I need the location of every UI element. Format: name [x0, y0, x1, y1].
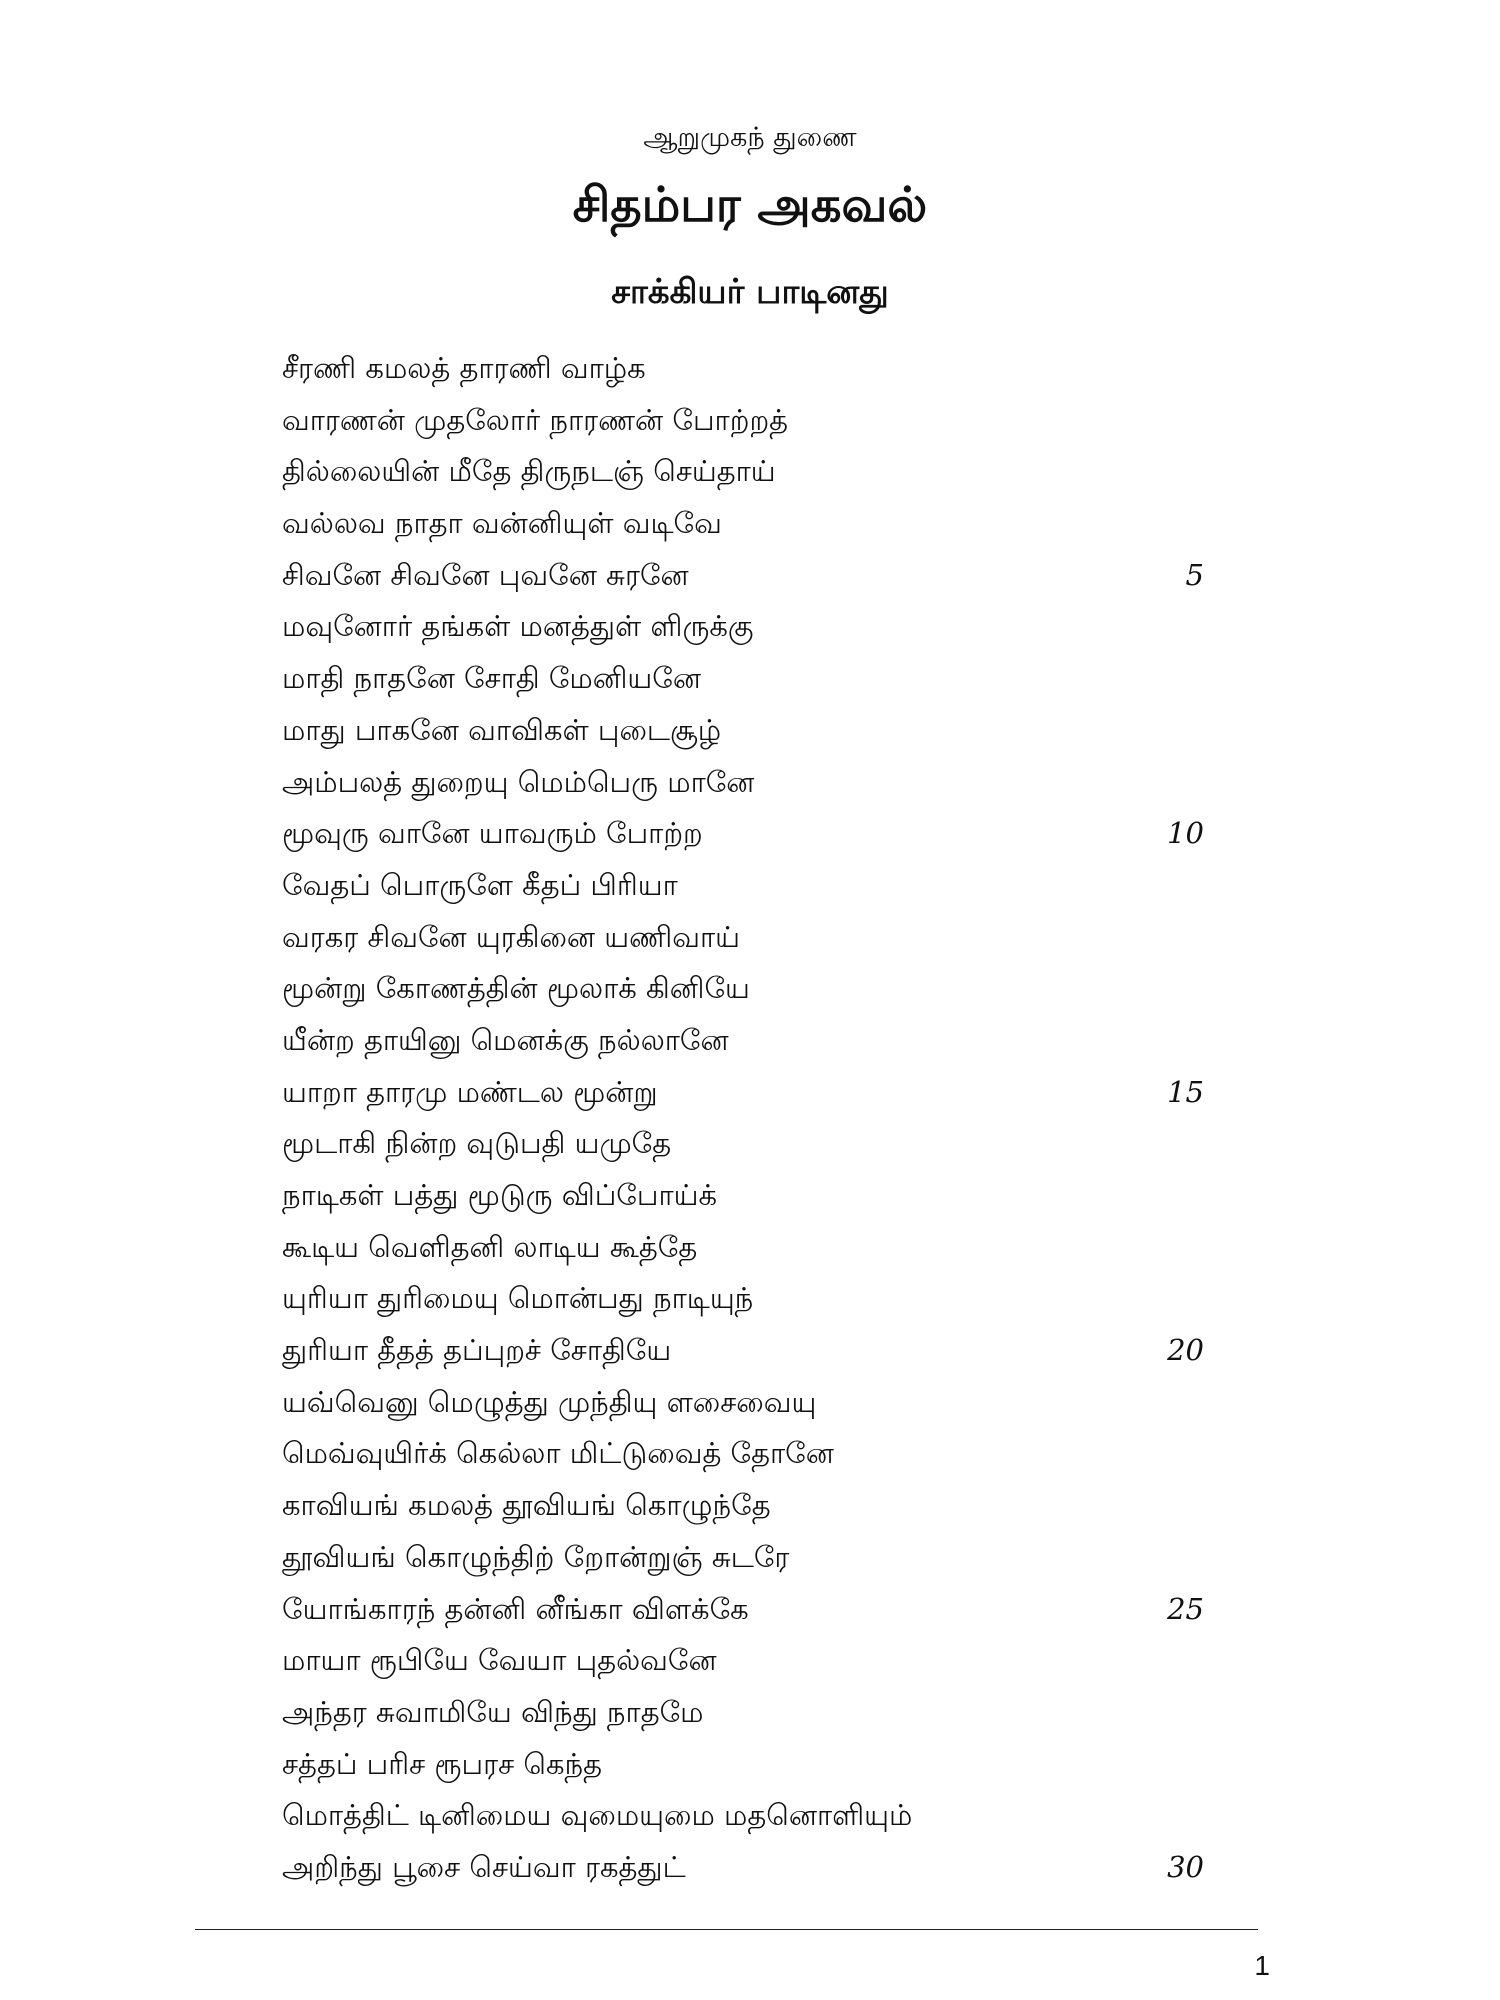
verse-text: யாறா தாரமு மண்டல மூன்று [282, 1074, 658, 1109]
verse-text: மவுனோர் தங்கள் மனத்துள் ளிருக்கு [282, 609, 754, 644]
verse-number: 5 [1185, 557, 1204, 592]
verse-line [282, 498, 1232, 550]
verse-text: மாயா ரூபியே வேயா புதல்வனே [282, 1643, 717, 1678]
verse-text: யவ்வெனு மெழுத்து முந்தியு ளசைவையு [282, 1384, 817, 1419]
verse-line [282, 1222, 1232, 1274]
verse-line [282, 1428, 1232, 1480]
verse-line [282, 1687, 1232, 1739]
verse-line [282, 550, 1232, 602]
verse-line [282, 705, 1232, 757]
verse-text: துரியா தீதத் தப்புறச் சோதியே [282, 1333, 672, 1368]
verse-line [282, 757, 1232, 809]
verse-list [282, 343, 1232, 1894]
verse-number: 30 [1167, 1849, 1204, 1884]
verse-line [282, 912, 1232, 964]
verse-line [282, 395, 1232, 447]
verse-text: தில்லையின் மீதே திருநடஞ் செய்தாய் [282, 454, 776, 489]
verse-line [282, 1067, 1232, 1119]
verse-text: மூன்று கோணத்தின் மூலாக் கினியே [282, 971, 750, 1006]
verse-line [282, 1118, 1232, 1170]
verse-line [282, 1790, 1232, 1842]
verse-text: யீன்ற தாயினு மெனக்கு நல்லானே [282, 1022, 729, 1057]
verse-line [282, 808, 1232, 860]
verse-text: நாடிகள் பத்து மூடுரு விப்போய்க் [282, 1178, 718, 1212]
verse-text: மெவ்வுயிர்க் கெல்லா மிட்டுவைத் தோனே [282, 1436, 834, 1471]
verse-line [282, 653, 1232, 705]
verse-text: யுரியா துரிமையு மொன்பது நாடியுந் [282, 1281, 754, 1316]
verse-text: வேதப் பொருளே கீதப் பிரியா [282, 867, 678, 902]
verse-line [282, 1325, 1232, 1377]
verse-text: மாதி நாதனே சோதி மேனியனே [282, 661, 702, 696]
verse-line [282, 1273, 1232, 1325]
verse-text: அறிந்து பூசை செய்வா ரகத்துட் [282, 1849, 686, 1884]
verse-line [282, 343, 1232, 395]
page-number: 1 [1254, 1950, 1270, 1981]
verse-line [282, 963, 1232, 1015]
verse-text: தூவியங் கொழுந்திற் றோன்றுஞ் சுடரே [282, 1539, 790, 1574]
verse-number: 25 [1167, 1591, 1204, 1626]
verse-text: மொத்திட் டினிமைய வுமையுமை மதனொளியும் [282, 1798, 913, 1833]
verse-text: கூடிய வெளிதனி லாடிய கூத்தே [282, 1229, 698, 1264]
verse-text: சீரணி கமலத் தாரணி வாழ்க [282, 351, 646, 385]
verse-line [282, 1842, 1232, 1894]
verse-text: யோங்காரந் தன்னி னீங்கா விளக்கே [282, 1591, 749, 1626]
verse-text: அந்தர சுவாமியே விந்து நாதமே [282, 1694, 704, 1729]
verse-line [282, 1015, 1232, 1067]
verse-text: மூடாகி நின்ற வுடுபதி யமுதே [282, 1126, 672, 1161]
verse-text: சிவனே சிவனே புவனே சுரனே [282, 557, 689, 592]
verse-line [282, 1635, 1232, 1687]
verse-line [282, 1170, 1232, 1222]
verse-line [282, 601, 1232, 653]
verse-line [282, 1532, 1232, 1584]
verse-line [282, 446, 1232, 498]
verse-text: வல்லவ நாதா வன்னியுள் வடிவே [282, 506, 722, 541]
verse-text: அம்பலத் துறையு மெம்பெரு மானே [282, 764, 755, 799]
footer-rule [195, 1929, 1258, 1930]
verse-number: 10 [1167, 816, 1204, 851]
page-title: சிதம்பர அகவல் [572, 177, 928, 233]
page-subtitle: சாக்கியர் பாடினது [611, 272, 889, 312]
verse-text: சத்தப் பரிச ரூபரச கெந்த [282, 1746, 603, 1781]
verse-text: மூவுரு வானே யாவரும் போற்ற [282, 816, 703, 851]
verse-number: 15 [1167, 1074, 1204, 1109]
verse-text: வரகர சிவனே யுரகினை யணிவாய் [282, 919, 741, 954]
verse-line [282, 1377, 1232, 1429]
verse-text: மாது பாகனே வாவிகள் புடைசூழ் [282, 712, 722, 747]
verse-line [282, 1480, 1232, 1532]
verse-text: காவியங் கமலத் தூவியங் கொழுந்தே [282, 1488, 771, 1523]
verse-line [282, 860, 1232, 912]
verse-number: 20 [1167, 1333, 1204, 1368]
verse-text: வாரணன் முதலோர் நாரணன் போற்றத் [282, 402, 789, 437]
verse-line [282, 1584, 1232, 1636]
invocation-text: ஆறுமுகந் துணை [643, 122, 857, 153]
verse-line [282, 1739, 1232, 1791]
